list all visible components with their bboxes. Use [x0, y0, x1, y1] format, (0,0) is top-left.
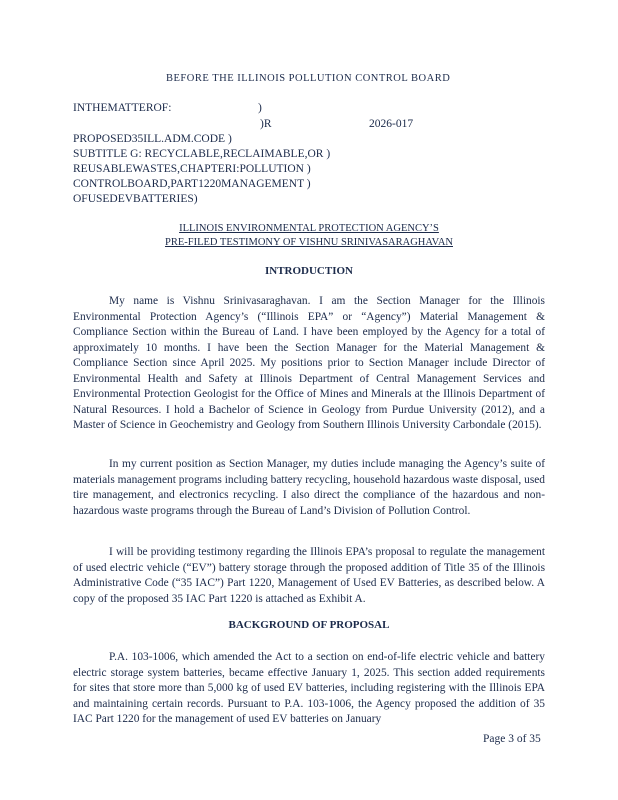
introduction-heading: INTRODUCTION [264, 265, 353, 277]
docket-r-label: )R [260, 118, 272, 130]
testimony-title-line2: PRE-FILED TESTIMONY OF VISHNU SRINIVASARAGHAVAN [164, 237, 453, 248]
caption-line-subtitle: SUBTITLE G: RECYCLABLE,RECLAIMABLE,OR ) [73, 148, 331, 160]
testimony-title-line1: ILLINOIS ENVIRONMENTAL PROTECTION AGENCY’S [179, 223, 439, 234]
caption-paren: ) [258, 102, 262, 114]
paragraph-background-of-witness: My name is Vishnu Srinivasaraghavan. I am the Section Manager for the Illinois Environmental Protection Agency’s (“Illinois EPA” or “Agency”) Material Management & Compliance Section within the Bureau of Land. I have been employed by the Agency for a total of approximately 10 months. I have been the Section Manager for the Material Management & Compliance Section since April 2025. My positions prior to Section Manager include Director of Environmental Health and Safety at Illinois Department of Central Management Services and Environmental Protection Geologist for the Office of Mines and Minerals at the Illinois Department of Natural Resources. I hold a Bachelor of Science in Geology from Purdue University (2012), and a Master of Science in Geochemistry and Geology from Southern Illinois University Carbondale (2015). [73, 295, 545, 431]
board-heading: BEFORE THE ILLINOIS POLLUTION CONTROL BOARD [166, 73, 451, 84]
caption-line-batteries: OFUSEDEVBATTERIES) [73, 193, 198, 205]
in-the-matter-label: INTHEMATTEROF: [73, 102, 172, 114]
page-number: Page 3 of 35 [483, 733, 541, 745]
paragraph-current-duties: In my current position as Section Manager, my duties include managing the Agency’s suite of materials management programs including battery recycling, household hazardous waste disposal, used tire management, and electronics recycling. I also direct the compliance of the hazardous and non-hazardous waste programs through the Bureau of Land’s Division of Pollution Control. [73, 458, 545, 517]
caption-line-control: CONTROLBOARD,PART1220MANAGEMENT ) [73, 178, 311, 190]
background-heading: BACKGROUND OF PROPOSAL [228, 619, 390, 631]
caption-line-proposed: PROPOSED35ILL.ADM.CODE ) [73, 133, 232, 145]
docket-number: 2026-017 [369, 118, 414, 130]
paragraph-testimony-purpose: I will be providing testimony regarding the Illinois EPA’s proposal to regulate the management of used electric vehicle (“EV”) battery storage through the proposed addition of Title 35 of the Illinois Administrative Code (“35 IAC”) Part 1220, Management of Used EV Batteries, as described below. A copy of the proposed 35 IAC Part 1220 is attached as Exhibit A. [73, 546, 545, 605]
caption-line-reusable: REUSABLEWASTES,CHAPTERI:POLLUTION ) [73, 163, 311, 175]
paragraph-public-act: P.A. 103-1006, which amended the Act to a section on end-of-life electric vehicle and battery electric storage system batteries, became effective January 1, 2025. This section added requirements for sites that store more than 5,000 kg of used EV batteries, including registering with the Illinois EPA and maintaining certain records. Pursuant to P.A. 103-1006, the Agency proposed the addition of 35 IAC Part 1220 for the management of used EV batteries on January [73, 651, 545, 725]
